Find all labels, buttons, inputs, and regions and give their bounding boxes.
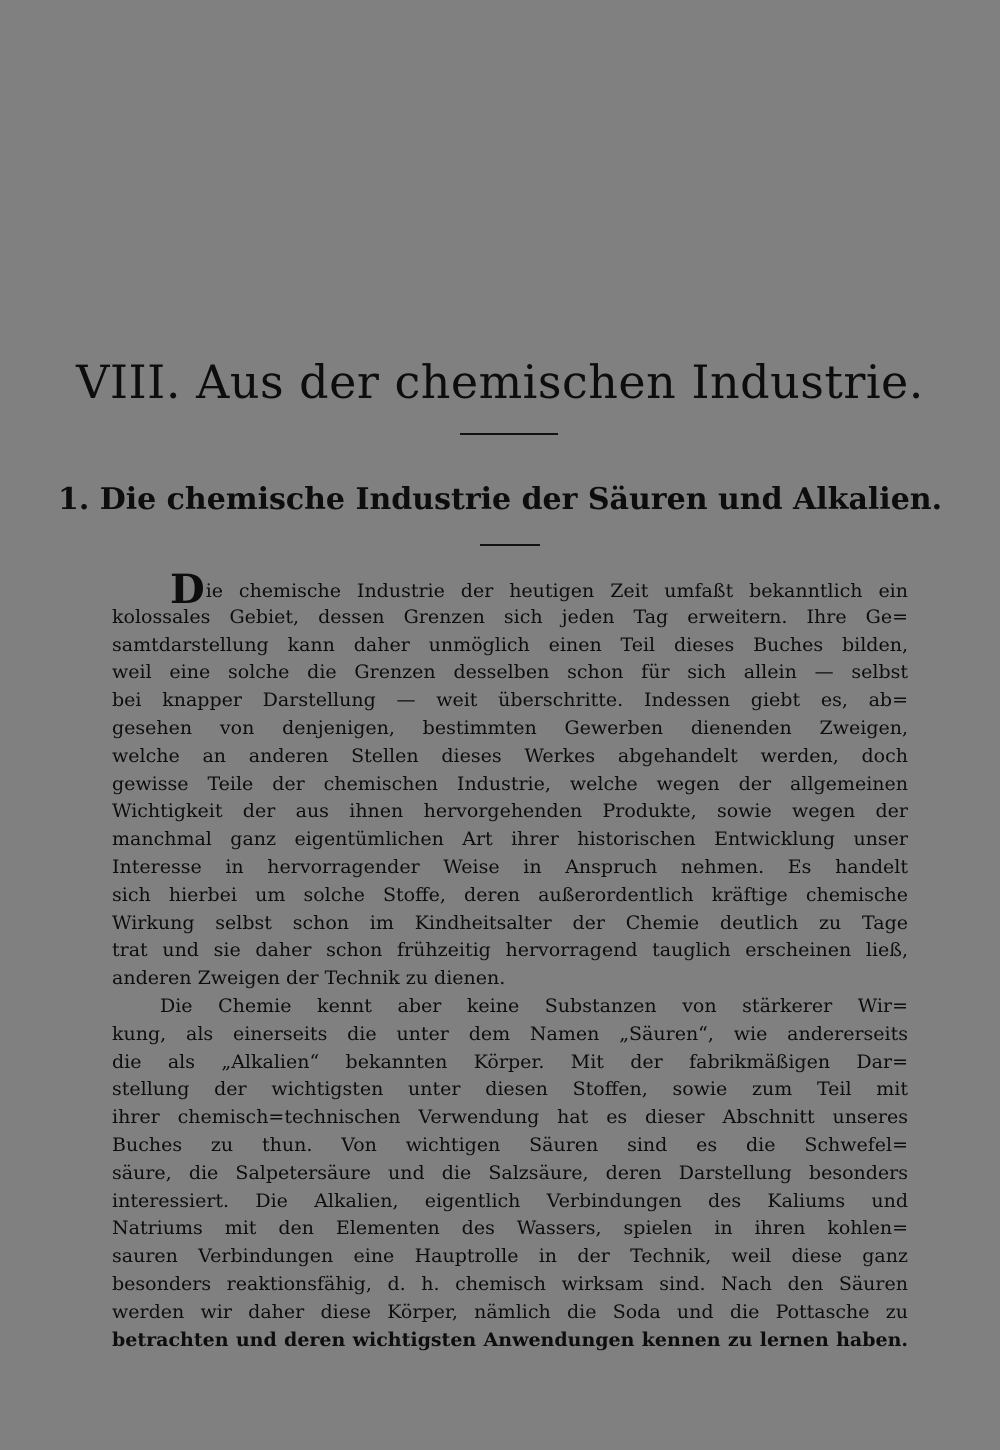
text-line: ihrer chemisch=technischen Verwendung hat es dieser Abschnitt unseres bbox=[112, 1106, 908, 1129]
text-line: die als „Alkalien“ bekannten Körper. Mit der fabrikmäßigen Dar= bbox=[112, 1050, 908, 1073]
text-line: anderen Zweigen der Technik zu dienen. bbox=[112, 967, 506, 990]
section-title: 1. Die chemische Industrie der Säuren und Alkalien. bbox=[57, 482, 943, 517]
text-line: weil eine solche die Grenzen desselben schon für sich allein — selbst bbox=[112, 661, 908, 684]
chapter-title: VIII. Aus der chemischen Industrie. bbox=[76, 355, 924, 409]
text-line: gesehen von denjenigen, bestimmten Gewerben dienenden Zweigen, bbox=[112, 716, 908, 739]
text-line: gewisse Teile der chemischen Industrie, welche wegen der allgemeinen bbox=[112, 772, 908, 795]
paragraph-first-line bbox=[112, 566, 908, 613]
paragraph-2 bbox=[112, 993, 908, 1354]
chapter-divider bbox=[460, 433, 558, 435]
text-line: Wirkung selbst schon im Kindheitsalter der Chemie deutlich zu Tage bbox=[112, 911, 908, 934]
text-line: Buches zu thun. Von wichtigen Säuren sind es die Schwefel= bbox=[112, 1133, 908, 1156]
paragraph-1 bbox=[112, 566, 908, 993]
drop-cap: D bbox=[170, 566, 205, 613]
text-line: säure, die Salpetersäure und die Salzsäure, deren Darstellung besonders bbox=[112, 1161, 908, 1184]
text-line: sich hierbei um solche Stoffe, deren außerordentlich kräftige chemische bbox=[112, 883, 908, 906]
text-line: Die Chemie kennt aber keine Substanzen von stärkerer Wir= bbox=[160, 994, 908, 1017]
section-divider bbox=[480, 544, 540, 546]
text-line: samtdarstellung kann daher unmöglich einen Teil dieses Buches bilden, bbox=[112, 633, 908, 656]
text-line: trat und sie daher schon frühzeitig hervorragend tauglich erscheinen ließ, bbox=[112, 939, 908, 962]
text-line: sauren Verbindungen eine Hauptrolle in der Technik, weil diese ganz bbox=[112, 1245, 908, 1268]
text-line: manchmal ganz eigentümlichen Art ihrer historischen Entwicklung unser bbox=[112, 828, 908, 851]
text-line: werden wir daher diese Körper, nämlich die Soda und die Pottasche zu bbox=[112, 1300, 908, 1323]
text-line: kung, als einerseits die unter dem Namen „Säuren“, wie andererseits bbox=[112, 1022, 908, 1045]
text-line: Interesse in hervorragender Weise in Anspruch nehmen. Es handelt bbox=[112, 855, 908, 878]
body-text bbox=[112, 566, 908, 1354]
text-line: stellung der wichtigsten unter diesen Stoffen, sowie zum Teil mit bbox=[112, 1078, 908, 1101]
text-line: Wichtigkeit der aus ihnen hervorgehenden Produkte, sowie wegen der bbox=[112, 800, 908, 823]
text-line: Natriums mit den Elementen des Wassers, spielen in ihren kohlen= bbox=[112, 1217, 908, 1240]
first-line-text: ie chemische Industrie der heutigen Zeit umfaßt bekanntlich ein bbox=[205, 580, 908, 602]
text-line: bei knapper Darstellung — weit überschritte. Indessen giebt es, ab= bbox=[112, 689, 908, 712]
text-line: besonders reaktionsfähig, d. h. chemisch wirksam sind. Nach den Säuren bbox=[112, 1272, 908, 1295]
text-line: kolossales Gebiet, dessen Grenzen sich jeden Tag erweitern. Ihre Ge= bbox=[112, 605, 908, 628]
text-line: betrachten und deren wichtigsten Anwendungen kennen zu lernen haben. bbox=[112, 1328, 908, 1351]
text-line: welche an anderen Stellen dieses Werkes abgehandelt werden, doch bbox=[112, 744, 908, 767]
text-line: interessiert. Die Alkalien, eigentlich Verbindungen des Kaliums und bbox=[112, 1189, 908, 1212]
